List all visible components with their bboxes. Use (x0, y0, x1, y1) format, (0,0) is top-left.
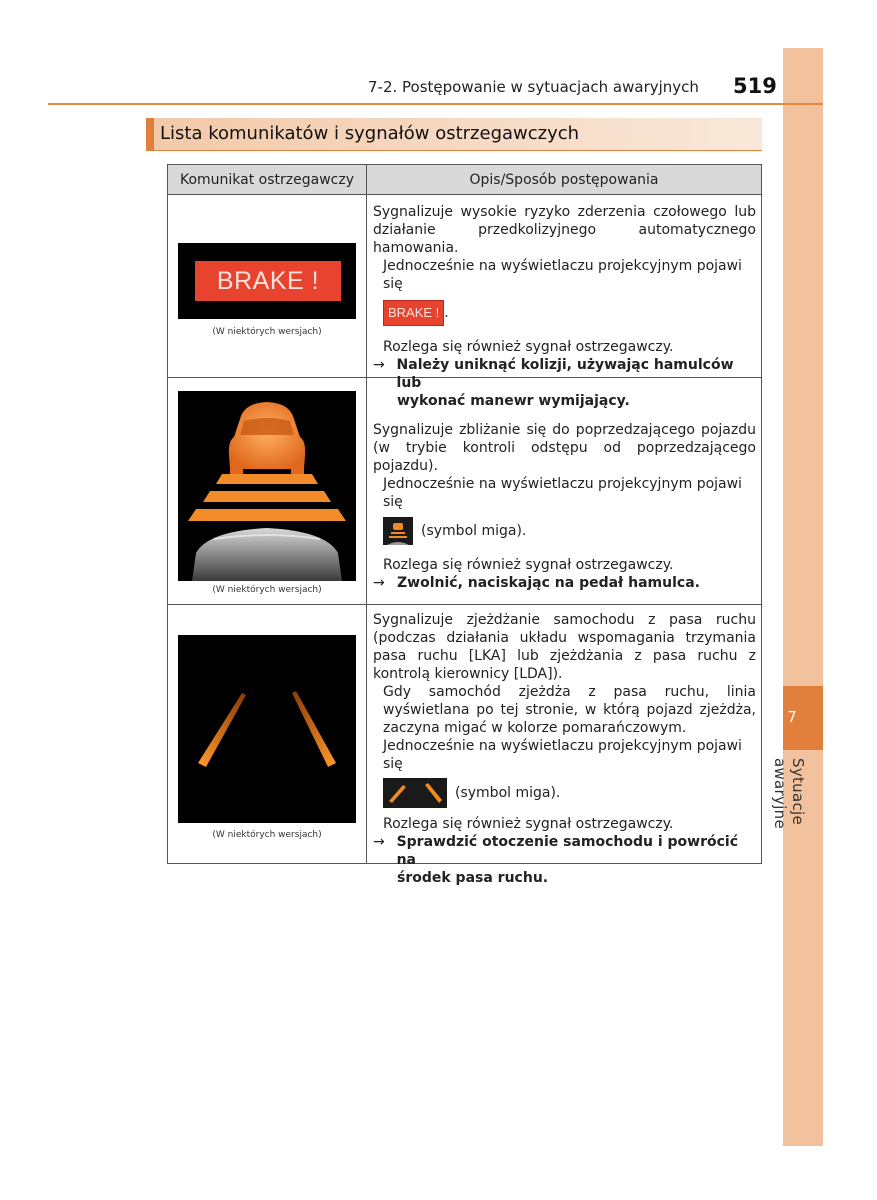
page-number: 519 (733, 74, 777, 98)
row-description (373, 421, 756, 592)
description-text: (symbol miga). (421, 523, 527, 539)
arrow-icon: → (373, 357, 385, 373)
description-text: Jednocześnie na wyświetlaczu projekcyjnym pojawi się (383, 738, 742, 772)
description-text: (symbol miga). (455, 785, 561, 801)
row-caption: (W niektórych wersjach) (212, 585, 322, 595)
approaching-vehicle-icon (178, 391, 356, 581)
hud-lane-icon (383, 778, 447, 808)
section-title: Lista komunikatów i sygnałów ostrzegawczych (160, 123, 580, 144)
brake-warning-label: BRAKE ! (195, 261, 341, 301)
row-description (373, 203, 756, 410)
row-divider (168, 604, 761, 605)
description-text: Gdy samochód zjeżdża z pasa ruchu, linia wyświetlana po tej stronie, w którą pojazd zjeżdża, zaczyna migać w kolorze pomarańczowym. (383, 684, 756, 736)
row-caption: (W niektórych wersjach) (212, 327, 322, 337)
description-icon-line (383, 298, 756, 328)
description-text: Jednocześnie na wyświetlaczu projekcyjnym pojawi się (383, 258, 742, 292)
lane-lines-icon (178, 635, 356, 823)
action-text: Sprawdzić otoczenie samochodu i powrócić na (396, 834, 739, 868)
description-icon-line (383, 516, 756, 546)
action-text: środek pasa ruchu. (397, 870, 549, 886)
description-text: Rozlega się również sygnał ostrzegawczy. (383, 557, 674, 573)
distance-warning-image (178, 391, 356, 581)
chapter-side-tab (771, 48, 823, 1146)
hud-brake-icon: BRAKE ! (383, 300, 444, 326)
description-text: Rozlega się również sygnał ostrzegawczy. (383, 816, 674, 832)
description-icon-line (383, 777, 756, 809)
row-description (373, 611, 756, 887)
column-divider (366, 165, 367, 863)
brake-warning-image (178, 243, 356, 319)
description-text: Jednocześnie na wyświetlaczu projekcyjnym pojawi się (383, 476, 742, 510)
action-text: Należy uniknąć kolizji, używając hamulców lub (396, 357, 734, 391)
section-title-accent (146, 118, 154, 150)
arrow-icon: → (373, 834, 385, 850)
warning-table (167, 164, 762, 886)
running-header: 7-2. Postępowanie w sytuacjach awaryjnych (368, 78, 699, 96)
description-text: Sygnalizuje zbliżanie się do poprzedzającego pojazdu (w trybie kontroli odstępu od poprzedzającego pojazdu). (373, 422, 756, 474)
description-text: Sygnalizuje zjeżdżanie samochodu z pasa ruchu (podczas działania układu wspomagania trzymania pasa ruchu [LKA] lub zjeżdżania z pasa ruchu z kontrolą kierownicy [LDA]). (373, 612, 756, 682)
description-text: Sygnalizuje wysokie ryzyko zderzenia czołowego lub działanie przedkolizyjnego automatycznego hamowania. (373, 204, 756, 256)
action-line (373, 833, 756, 869)
hud-distance-icon (383, 517, 413, 545)
chapter-label: Sytuacje awaryjne (771, 758, 807, 829)
arrow-icon: → (373, 575, 385, 591)
action-line (373, 574, 756, 592)
row-caption: (W niektórych wersjach) (212, 830, 322, 840)
chapter-number: 7 (787, 708, 797, 726)
description-text: Rozlega się również sygnał ostrzegawczy. (383, 339, 674, 355)
action-line (373, 356, 756, 392)
column-header-message: Komunikat ostrzegawczy (168, 165, 366, 195)
action-text: wykonać manewr wymijający. (397, 393, 630, 409)
description-text: . (444, 305, 449, 321)
header-rule (48, 103, 823, 105)
column-header-description: Opis/Sposób postępowania (367, 165, 761, 195)
section-title-rule (146, 150, 762, 151)
action-text: Zwolnić, naciskając na pedał hamulca. (397, 575, 700, 591)
lane-departure-image (178, 635, 356, 823)
